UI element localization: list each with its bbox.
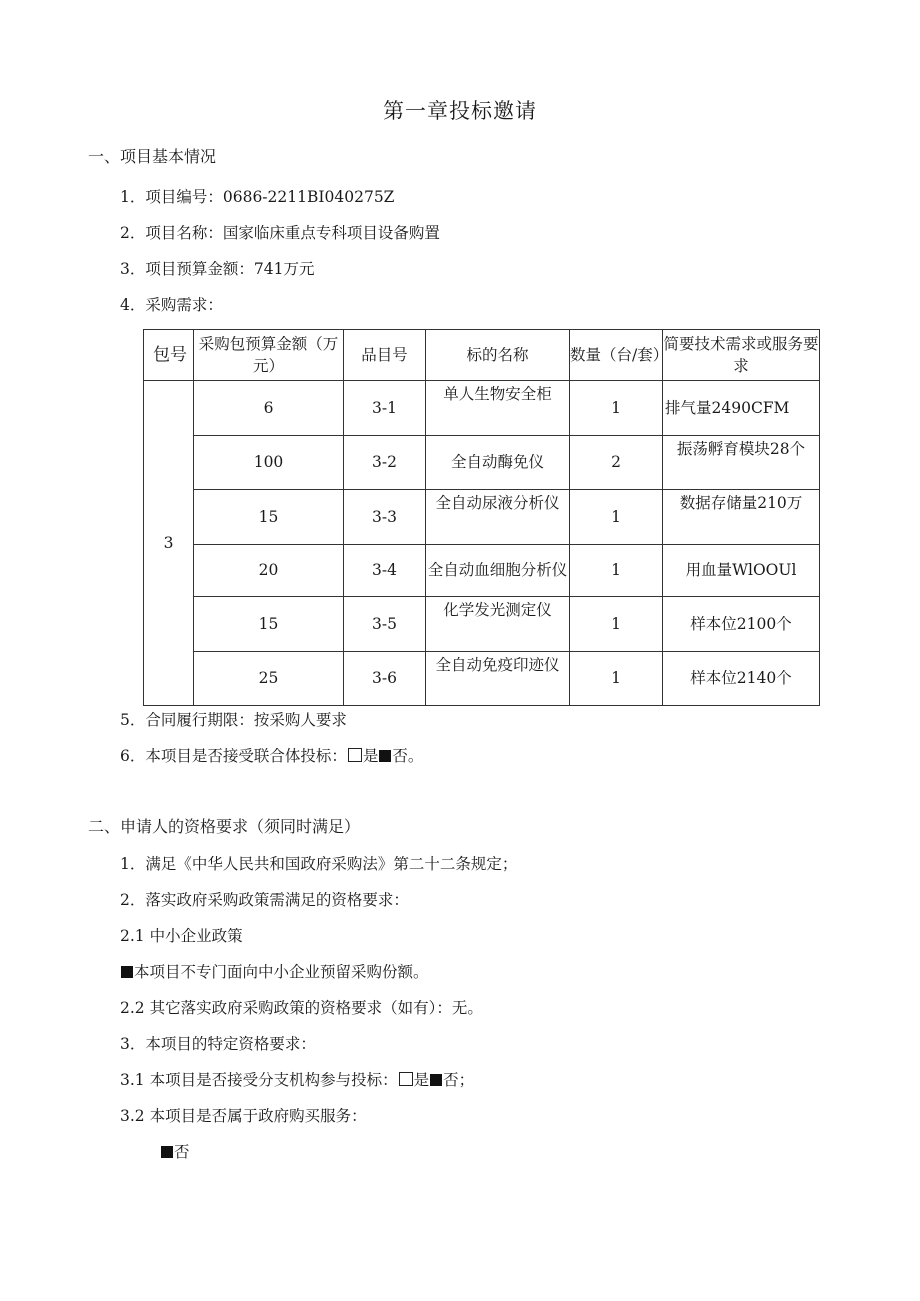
qualification-1: 1．满足《中华人民共和国政府采购法》第二十二条规定；	[120, 855, 518, 873]
budget-cell: 15	[194, 490, 344, 545]
name-cell: 单人生物安全柜	[426, 381, 570, 436]
name-cell: 化学发光测定仪	[426, 597, 570, 652]
item-no-cell: 3-5	[344, 597, 426, 652]
branch-bid-yes: 是	[413, 1071, 430, 1089]
consortium-label: 6．本项目是否接受联合体投标：	[120, 747, 347, 765]
section1-heading: 一、项目基本情况	[88, 147, 217, 166]
table-row	[144, 381, 820, 436]
project-budget: 3．项目预算金额：741万元	[120, 260, 315, 278]
requirement-cell: 数据存储量210万	[663, 490, 820, 545]
item-no-cell: 3-6	[344, 651, 426, 706]
requirement-cell: 排气量2490CFM	[663, 381, 820, 436]
consortium-yes: 是	[362, 747, 379, 765]
package-cell: 3	[144, 381, 194, 706]
project-name: 2．项目名称：国家临床重点专科项目设备购置	[120, 224, 440, 242]
qualification-2-2: 2.2 其它落实政府采购政策的资格要求（如有）：无。	[120, 999, 483, 1017]
header-qty: 数量（台/套）	[570, 330, 663, 381]
header-name: 标的名称	[426, 330, 570, 381]
checked-box-icon	[430, 1074, 442, 1086]
table-header-row	[144, 330, 820, 381]
branch-bid-label: 3.1 本项目是否接受分支机构参与投标：	[120, 1071, 398, 1089]
budget-cell: 15	[194, 597, 344, 652]
header-requirements: 简要技术需求或服务要求	[663, 330, 820, 381]
sme-policy-line	[120, 961, 429, 983]
gov-service-answer: 否	[174, 1143, 190, 1161]
qualification-2-1: 2.1 中小企业政策	[120, 927, 243, 945]
header-item-no: 品目号	[344, 330, 426, 381]
qty-cell: 1	[570, 651, 663, 706]
checked-box-icon	[161, 1146, 173, 1158]
item-no-cell: 3-4	[344, 544, 426, 597]
checked-box-icon	[379, 750, 391, 762]
budget-cell: 6	[194, 381, 344, 436]
procurement-table	[143, 329, 820, 706]
consortium-no: 否。	[392, 747, 424, 765]
name-cell: 全自动尿液分析仪	[426, 490, 570, 545]
name-cell: 全自动免疫印迹仪	[426, 651, 570, 706]
project-number: 1．项目编号：0686-2211BI040275Z	[120, 188, 395, 206]
header-budget: 采购包预算金额（万元）	[194, 330, 344, 381]
table-row	[144, 490, 820, 545]
section2-heading: 二、申请人的资格要求（须同时满足）	[88, 817, 361, 836]
qty-cell: 1	[570, 381, 663, 436]
requirement-cell: 用血量WlOOUl	[663, 544, 820, 597]
chapter-title: 第一章投标邀请	[383, 99, 537, 123]
budget-cell: 100	[194, 435, 344, 490]
table-row	[144, 597, 820, 652]
item-no-cell: 3-1	[344, 381, 426, 436]
qty-cell: 1	[570, 490, 663, 545]
item-no-cell: 3-3	[344, 490, 426, 545]
consortium-bid-line	[120, 745, 423, 767]
checked-box-icon	[121, 966, 133, 978]
branch-bid-no: 否；	[443, 1071, 475, 1089]
branch-bid-line	[120, 1069, 474, 1091]
requirement-cell: 样本位2100个	[663, 597, 820, 652]
procurement-needs-label: 4．采购需求：	[120, 296, 223, 314]
budget-cell: 20	[194, 544, 344, 597]
qty-cell: 1	[570, 597, 663, 652]
table-row	[144, 435, 820, 490]
requirement-cell: 振荡孵育模块28个	[663, 435, 820, 490]
table-row	[144, 544, 820, 597]
budget-cell: 25	[194, 651, 344, 706]
qty-cell: 2	[570, 435, 663, 490]
unchecked-box-icon	[348, 748, 362, 762]
unchecked-box-icon	[399, 1072, 413, 1086]
qualification-2: 2．落实政府采购政策需满足的资格要求：	[120, 891, 409, 909]
qualification-3-2: 3.2 本项目是否属于政府购买服务：	[120, 1107, 367, 1125]
item-no-cell: 3-2	[344, 435, 426, 490]
sme-policy-text: 本项目不专门面向中小企业预留采购份额。	[134, 963, 429, 981]
requirement-cell: 样本位2140个	[663, 651, 820, 706]
qualification-3: 3．本项目的特定资格要求：	[120, 1035, 316, 1053]
name-cell: 全自动血细胞分析仪	[426, 544, 570, 597]
contract-period: 5．合同履行期限：按采购人要求	[120, 711, 347, 729]
gov-service-answer-line	[160, 1141, 190, 1163]
table-row	[144, 651, 820, 706]
qty-cell: 1	[570, 544, 663, 597]
name-cell: 全自动酶免仪	[426, 435, 570, 490]
header-package: 包号	[144, 330, 194, 381]
